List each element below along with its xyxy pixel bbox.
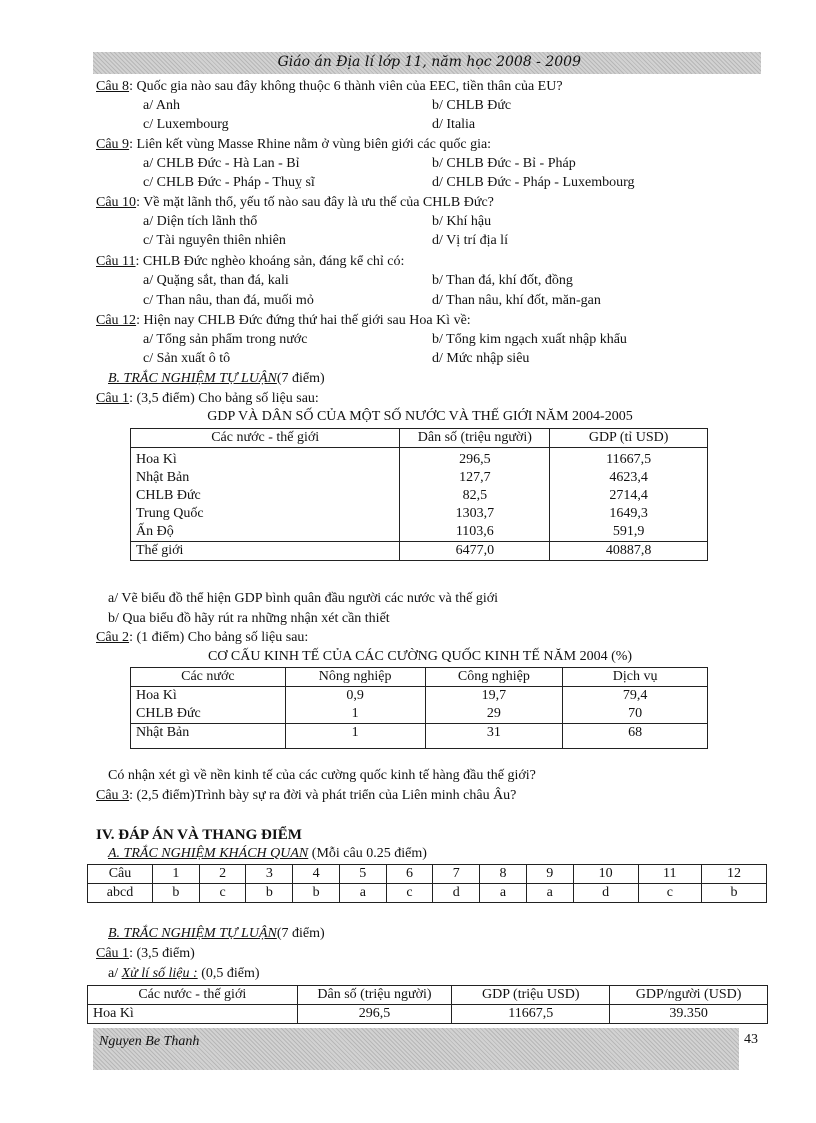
part-a-heading: A. TRẮC NGHIỆM KHÁCH QUAN (Mỗi câu 0.25 điểm) (108, 846, 427, 861)
option-d: d/ CHLB Đức - Pháp - Luxembourg (432, 175, 635, 190)
table-row: Nhật Bản 127,7 4623,4 (131, 469, 708, 487)
cau2-question: Có nhận xét gì về nền kinh tế của các cường quốc kinh tế hàng đầu thế giới? (108, 768, 536, 783)
question-text: : Về mặt lãnh thổ, yếu tố nào sau đây là ưu thế của CHLB Đức? (136, 195, 494, 210)
table-row: Ấn Độ 1103,6 591,9 (131, 523, 708, 542)
part-b2-heading: B. TRẮC NGHIỆM TỰ LUẬN(7 điểm) (108, 926, 325, 941)
table-header-cell: Dân số (triệu người) (297, 986, 452, 1005)
question-label: Câu 8 (96, 79, 130, 94)
table-header-cell: GDP/người (USD) (610, 986, 768, 1005)
answer-key-header-row: Câu 1 2 3 4 5 6 7 8 9 10 11 12 (88, 865, 767, 884)
option-a: a/ Diện tích lãnh thổ (143, 214, 258, 229)
option-d: d/ Italia (432, 117, 476, 132)
answer-cau1: Câu 1: (3,5 điểm) (96, 946, 195, 961)
table-header-cell: GDP (tỉ USD) (550, 429, 708, 448)
question-text: : Quốc gia nào sau đây không thuộc 6 thành viên của EEC, tiền thân của EU? (129, 79, 563, 94)
question-label: Câu 12 (96, 313, 137, 328)
table-row: CHLB Đức 82,5 2714,4 (131, 487, 708, 505)
option-c: c/ Than nâu, than đá, muối mỏ (143, 293, 314, 308)
page-header-title: Giáo án Địa lí lớp 11, năm học 2008 - 2009 (277, 54, 581, 70)
question-label: Câu 10 (96, 195, 137, 210)
cau3-prompt: Câu 3: (2,5 điểm)Trình bày sự ra đời và phát triển của Liên minh châu Âu? (96, 788, 517, 803)
table-header-cell: GDP (triệu USD) (452, 986, 610, 1005)
part-b-heading: B. TRẮC NGHIỆM TỰ LUẬN(7 điểm) (108, 371, 325, 386)
option-a: a/ Tổng sản phẩm trong nước (143, 332, 308, 347)
option-a: a/ Quặng sắt, than đá, kali (143, 273, 289, 288)
option-c: c/ CHLB Đức - Pháp - Thuỵ sĩ (143, 175, 315, 190)
option-c: c/ Tài nguyên thiên nhiên (143, 233, 286, 248)
page-footer-band (93, 1028, 739, 1070)
economic-structure-table (130, 667, 708, 749)
task-b-text: b/ Qua biểu đồ hãy rút ra những nhận xét cần thiết (108, 611, 390, 626)
question-text: : Hiện nay CHLB Đức đứng thứ hai thế giới sau Hoa Kì về: (136, 313, 471, 328)
cau1-prompt: Câu 1: (3,5 điểm) Cho bảng số liệu sau: (96, 391, 319, 406)
option-a: a/ Anh (143, 98, 180, 113)
table-row: Trung Quốc 1303,7 1649,3 (131, 505, 708, 523)
option-b: b/ Tổng kim ngạch xuất nhập khẩu (432, 332, 627, 347)
question-text: : Liên kết vùng Masse Rhine nằm ở vùng biên giới các quốc gia: (129, 137, 492, 152)
table-header-cell: Các nước (131, 668, 286, 687)
answer-key-values-row: abcd b c b b a c d a a d c b (88, 884, 767, 903)
question-label: Câu 9 (96, 137, 130, 152)
footer-author: Nguyen Be Thanh (99, 1034, 200, 1049)
option-b: b/ Than đá, khí đốt, đồng (432, 273, 573, 288)
question-text: : CHLB Đức nghèo khoáng sản, đáng kể chỉ có: (135, 254, 405, 269)
table2-title: CƠ CẤU KINH TẾ CỦA CÁC CƯỜNG QUỐC KINH TẾ NĂM 2004 (%) (207, 649, 633, 664)
answer-a-heading: a/ Xử lí số liệu : (0,5 điểm) (108, 966, 260, 981)
cau2-prompt: Câu 2: (1 điểm) Cho bảng số liệu sau: (96, 630, 309, 645)
answer-key-table (87, 864, 767, 903)
table-header-cell: Các nước - thế giới (88, 986, 298, 1005)
table1-title: GDP VÀ DÂN SỐ CỦA MỘT SỐ NƯỚC VÀ THẾ GIỚI NĂM 2004-2005 (207, 409, 633, 424)
table-row: Hoa Kì 0,9 19,7 79,4 (131, 687, 708, 706)
table-header-cell: Dịch vụ (563, 668, 708, 687)
gdp-population-table (130, 428, 708, 561)
table-row: Thế giới 6477,0 40887,8 (131, 542, 708, 561)
option-d: d/ Than nâu, khí đốt, măn-gan (432, 293, 601, 308)
table-header-cell: Dân số (triệu người) (400, 429, 550, 448)
option-d: d/ Vị trí địa lí (432, 233, 508, 248)
task-a-text: a/ Vẽ biểu đồ thể hiện GDP bình quân đầu người các nước và thế giới (108, 591, 499, 606)
option-b: b/ CHLB Đức (432, 98, 512, 113)
page-number: 43 (744, 1032, 758, 1047)
page-header-band (93, 52, 761, 74)
table-row: Nhật Bản 1 31 68 (131, 724, 708, 749)
option-c: c/ Luxembourg (143, 117, 229, 132)
processed-data-table (87, 985, 768, 1024)
option-a: a/ CHLB Đức - Hà Lan - Bỉ (143, 156, 300, 171)
table-header-cell: Công nghiệp (425, 668, 563, 687)
option-b: b/ CHLB Đức - Bỉ - Pháp (432, 156, 576, 171)
option-c: c/ Sản xuất ô tô (143, 351, 231, 366)
table-row: Hoa Kì 296,5 11667,5 (131, 448, 708, 470)
table-header-cell: Các nước - thế giới (131, 429, 400, 448)
option-b: b/ Khí hậu (432, 214, 492, 229)
question-label: Câu 11 (96, 254, 136, 269)
option-d: d/ Mức nhập siêu (432, 351, 530, 366)
table-header-cell: Nông nghiệp (285, 668, 425, 687)
table-row: CHLB Đức 1 29 70 (131, 705, 708, 724)
table-row: Hoa Kì 296,5 11667,5 39.350 (88, 1005, 768, 1024)
section-heading: IV. ĐÁP ÁN VÀ THANG ĐIỂM (96, 827, 302, 843)
